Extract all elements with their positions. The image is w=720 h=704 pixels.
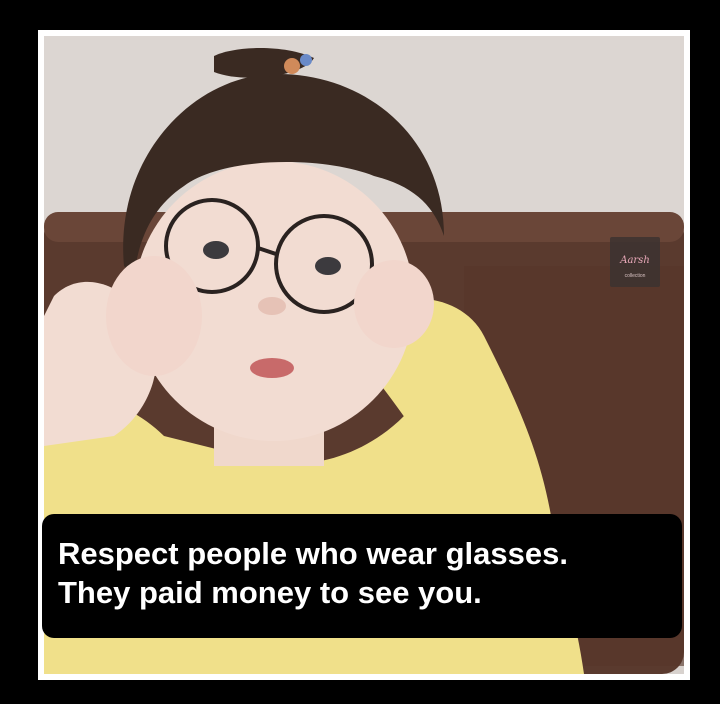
watermark-logo bbox=[610, 237, 660, 287]
caption-line-2: They paid money to see you. bbox=[58, 575, 482, 610]
caption-box bbox=[42, 514, 682, 638]
watermark-sub: collection bbox=[624, 273, 646, 279]
watermark-mark: Aarsh bbox=[620, 255, 650, 266]
caption-line-1: Respect people who wear glasses. bbox=[58, 536, 568, 571]
